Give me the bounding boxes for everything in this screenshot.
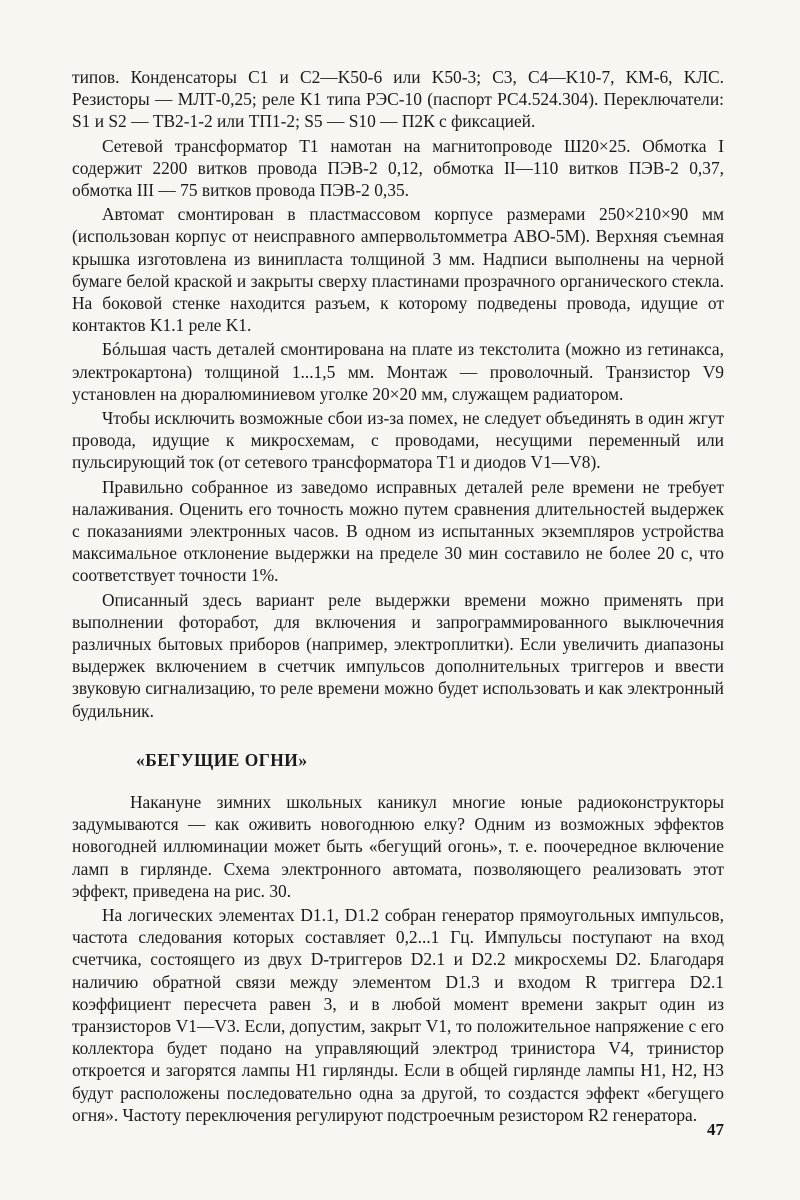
paragraph-accuracy: Правильно собранное из заведомо исправных деталей реле времени не требует налаживания. Оценить его точность можно путем сравнения длительностей выдержек с показаниями электронных часов. В одном из испытанных экземпляров устройства максимальное отклонение выдержки на пределе 30 мин составило не более 20 с, что соответствует точности 1%. — [72, 476, 724, 586]
paragraph-components: типов. Конденсаторы C1 и C2—K50-6 или K50-3; C3, C4—K10-7, KM-6, KЛC. Резисторы — МЛТ-0,25; реле K1 типа РЭС-10 (паспорт РС4.524.304). Переключатели: S1 и S2 — ТВ2-1-2 или ТП1-2; S5 — S10 — П2К с фиксацией. — [72, 67, 724, 132]
section-heading: «БЕГУЩИЕ ОГНИ» — [136, 749, 308, 770]
paragraph-interference: Чтобы исключить возможные сбои из-за помех, не следует объединять в один жгут провода, идущие к микросхемам, с проводами, несущими переменный или пульсирующий ток (от сетевого трансформатора T1 и диодов V1—V8). — [72, 408, 724, 473]
paragraph-circuit-description: На логических элементах D1.1, D1.2 собран генератор прямоугольных импульсов, частота следования которых составляет 0,2...1 Гц. Импульсы поступают на вход счетчика, состоящего из двух D-триггеров D2.1 и D2.2 микросхемы D2. Благодаря наличию обратной связи между элементом D1.3 и входом R триггера D2.1 коэффициент пересчета равен 3, и в любой момент времени закрыт один из транзисторов V1—V3. Если, допустим, закрыт V1, то положительное напряжение с его коллектора будет подано на управляющий электрод тринистора V4, тринистор откроется и загорятся лампы H1 гирлянды. Если в общей гирлянде лампы H1, H2, H3 будут расположены последовательно одна за другой, то создастся эффект «бегущего огня». Частоту переключения регулируют подстроечным резистором R2 генератора. — [72, 904, 724, 1125]
paragraph-intro-running-lights: Накануне зимних школьных каникул многие юные радиоконструкторы задумываются — как оживить новогоднюю елку? Одним из возможных эффектов новогодней иллюминации может быть «бегущий огонь», т. е. поочередное включение ламп в гирлянде. Схема электронного автомата, позволяющего реализовать этот эффект, приведена на рис. 30. — [72, 791, 724, 901]
paragraph-transformer: Сетевой трансформатор T1 намотан на магнитопроводе Ш20×25. Обмотка I содержит 2200 витков провода ПЭВ-2 0,12, обмотка II—110 витков ПЭВ-2 0,37, обмотка III — 75 витков провода ПЭВ-2 0,35. — [72, 135, 724, 201]
page-number: 47 — [707, 1120, 724, 1139]
paragraph-enclosure: Автомат смонтирован в пластмассовом корпусе размерами 250×210×90 мм (использован корпус от неисправного ампервольтомметра АВО-5М). Верхняя съемная крышка изготовлена из винипласта толщиной 3 мм. Надписи выполнены на черной бумаге белой краской и закрыты сверху пластинами прозрачного органического стекла. На боковой стенке находится разъем, к которому подведены провода, идущие от контактов K1.1 реле K1. — [72, 204, 724, 336]
paragraph-applications: Описанный здесь вариант реле выдержки времени можно применять при выполнении фоторабот, для включения и запрограммированного выключечния различных бытовых приборов (например, электроплитки). Если увеличить диапазоны выдержек включением в счетчик импульсов дополнительных триггеров и ввести звуковую сигнализацию, то реле времени можно будет использовать и как электронный будильник. — [72, 589, 724, 721]
paragraph-mounting: Бóльшая часть деталей смонтирована на плате из текстолита (можно из гетинакса, электрокартона) толщиной 1...1,5 мм. Монтаж — проволочный. Транзистор V9 установлен на дюралюминиевом уголке 20×20 мм, служащем радиатором. — [72, 339, 724, 404]
